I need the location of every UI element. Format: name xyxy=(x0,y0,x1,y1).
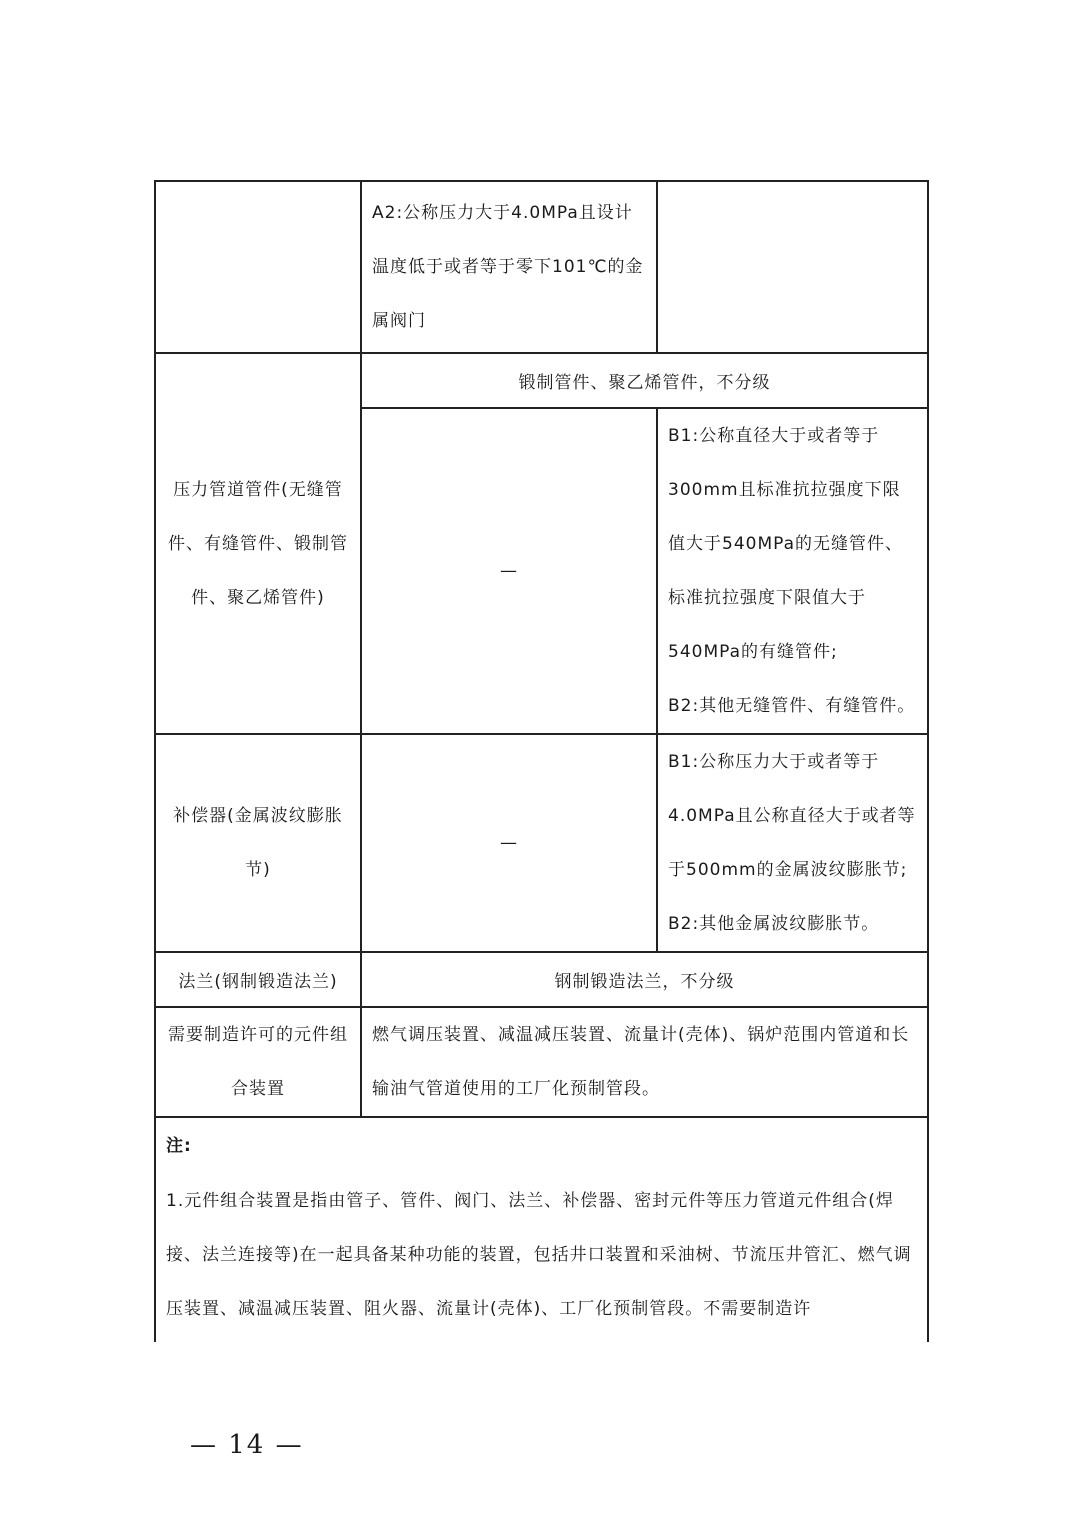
table-cell-note xyxy=(155,1117,928,1342)
table-row xyxy=(155,353,928,408)
table-cell-fittings-merged: 锻制管件、聚乙烯管件，不分级 xyxy=(361,353,928,408)
table-cell-flange-merged: 钢制锻造法兰，不分级 xyxy=(361,952,928,1007)
table-row xyxy=(155,952,928,1007)
fittings-b1-text: B1:公称直径大于或者等于300mm且标准抗拉强度下限值大于540MPa的无缝管件、标准抗拉强度下限值大于540MPa的有缝管件; xyxy=(668,426,904,662)
table-cell-fittings-a: — xyxy=(361,408,657,734)
table-cell-assembly-merged: 燃气调压装置、减温减压装置、流量计(壳体)、锅炉范围内管道和长输油气管道使用的工厂化预制管段。 xyxy=(361,1007,928,1117)
compensator-b1-text: B1:公称压力大于或者等于4.0MPa且公称直径大于或者等于500mm的金属波纹膨胀节; xyxy=(668,752,916,880)
table-cell-empty xyxy=(657,181,928,353)
table-cell-compensator-b xyxy=(657,734,928,952)
product-classification-table xyxy=(154,180,929,1342)
note-label: 注: xyxy=(166,1136,192,1156)
fittings-b2-text: B2:其他无缝管件、有缝管件。 xyxy=(668,696,916,716)
table-cell-compensator-name: 补偿器(金属波纹膨胀节) xyxy=(155,734,361,952)
table-cell-a2: A2:公称压力大于4.0MPa且设计温度低于或者等于零下101℃的金属阀门 xyxy=(361,181,657,353)
table-cell-category xyxy=(155,181,361,353)
page-number: — 14 — xyxy=(190,1430,304,1460)
compensator-b2-text: B2:其他金属波纹膨胀节。 xyxy=(668,914,880,934)
table-cell-fittings-name: 压力管道管件(无缝管件、有缝管件、锻制管件、聚乙烯管件) xyxy=(155,353,361,734)
table-cell-fittings-b xyxy=(657,408,928,734)
table-cell-flange-name: 法兰(钢制锻造法兰) xyxy=(155,952,361,1007)
table-cell-assembly-name: 需要制造许可的元件组合装置 xyxy=(155,1007,361,1117)
table-row xyxy=(155,1007,928,1117)
table-row xyxy=(155,734,928,952)
table-row xyxy=(155,181,928,353)
note-text: 1.元件组合装置是指由管子、管件、阀门、法兰、补偿器、密封元件等压力管道元件组合(焊接、法兰连接等)在一起具备某种功能的装置，包括井口装置和采油树、节流压井管汇、燃气调压装置、减温减压装置、阻火器、流量计(壳体)、工厂化预制管段。不需要制造许 xyxy=(166,1191,912,1319)
table-cell-compensator-a: — xyxy=(361,734,657,952)
table-row xyxy=(155,1117,928,1342)
